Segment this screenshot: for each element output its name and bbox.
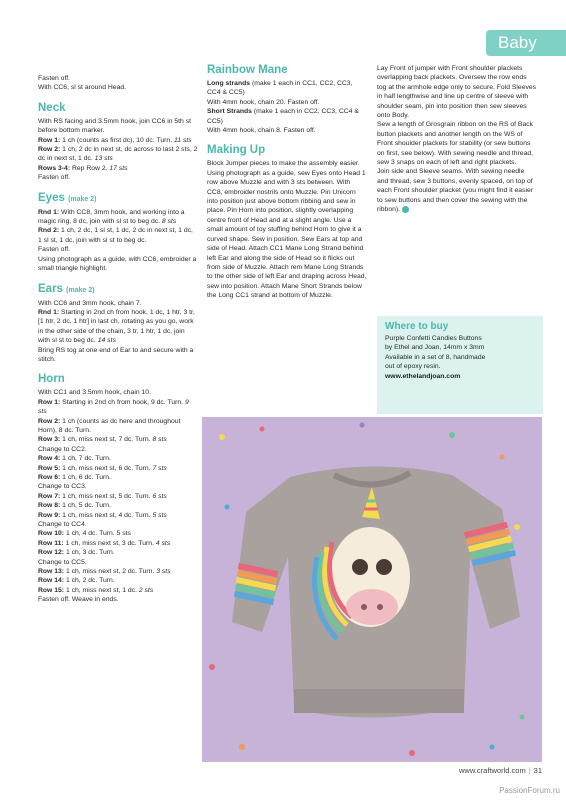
row-label: Row 1: — [38, 136, 61, 144]
horn-line — [38, 398, 198, 417]
neck-line: With RS facing and 3.5mm hook, join CC6 in 5th st before bottom marker. — [38, 117, 191, 135]
row-label: Row 6: — [38, 474, 61, 481]
row-text: With CC8, 3mm hook, and working into a magic ring, 8 dc, join with sl st to beg dc. — [38, 208, 185, 226]
ears-line — [38, 308, 198, 346]
jumper-photo — [202, 417, 542, 762]
assembly-paragraph: Lay Front of jumper with Front shoulder plackets overlapping back plackets. Oversew the row ends tog at the armhole edge only to secure. Fold Sleeves in half lengthwise and line up centre of sleeve with shoulder seam, pin into position then sew sleeves onto Body. — [377, 65, 537, 120]
horn-title: Horn — [38, 373, 65, 386]
row-text: 1 ch (counts as first dc), 10 dc. Turn. — [60, 136, 174, 144]
horn-line: Change to CC2. — [38, 445, 87, 453]
mane-line — [207, 126, 367, 135]
row-label: Row 11: — [38, 539, 64, 547]
column-left — [38, 74, 198, 605]
row-label: Row 5: — [38, 464, 61, 472]
row-label: Row 2: — [38, 417, 61, 425]
horn-line — [38, 539, 198, 548]
horn-line: Change to CC5. — [38, 558, 87, 566]
row-text: 1 ch, 2 dc in next st, dc across to last 2 sts, 2 dc in next st, 1 dc. — [38, 146, 198, 163]
buy-url-link[interactable]: www.ethelandjoan.com — [385, 372, 461, 380]
footer-site: www.craftworld.com — [459, 766, 526, 775]
ears-line: Bring RS tog at one end of Ear to and secure with a stitch. — [38, 346, 194, 363]
stitch-count: 8 sts — [161, 218, 177, 226]
stitch-count: 3 sts — [156, 568, 171, 576]
eyes-line — [38, 208, 198, 227]
mane-line — [207, 98, 367, 107]
row-text: 1 ch, miss next st, 4 dc. Turn. — [60, 511, 153, 519]
assembly-paragraph: Join side and Sleeve seams. With sewing needle and thread, sew 3 buttons, evenly spaced, on top of each Front shoulder placket (you might find it easier to sew buttons and then cover the sewing with the ribbon). — [377, 168, 534, 214]
row-text: 1 ch, 3 dc. Turn. — [64, 549, 115, 557]
horn-line: Change to CC3. — [38, 483, 87, 491]
making-up-paragraph: Using photograph as a guide, sew Eyes onto Head 1 row above Muzzle and with 3 sts between. With CC8, embroider nostrils onto Muzzle. Pin Unicorn into position just above bottom ribbing and sew in place. Pin Horn into position, slightly overlapping centre front of Head and at a slight angle. Use a small amount of toy stuffing behind Horn to give it a curved shape. Sew in position. Sew Ears at top and side of Head. Attach CC1 Mane Long Strand behind left Ear and along the side of Head so it flicks out from side of Muzzle. Attach rem Mane Long Strands to the other side of left Ear and draping across Head, sew into position. Attach Mane Short Strands below the Long CC1 strand at bottom of Muzzle. — [207, 169, 367, 300]
stitch-count: 7 sts — [152, 464, 167, 472]
horn-line — [38, 464, 198, 473]
row-text: Rep Row 2. — [70, 164, 110, 172]
rainbow-mane-title: Rainbow Mane — [207, 64, 288, 76]
row-text: 1 ch, 2 dc. Turn. — [64, 577, 115, 585]
intro-line: Fasten off. — [38, 75, 70, 82]
row-label: Row 15: — [38, 586, 65, 594]
stitch-count: 14 sts — [97, 337, 116, 345]
eyes-line — [38, 226, 198, 245]
neck-line — [38, 145, 198, 164]
row-label: Row 3: — [38, 436, 61, 444]
horn-line — [38, 511, 198, 520]
buy-line: out of epoxy resin. — [385, 363, 441, 371]
where-to-buy-box — [377, 316, 543, 414]
row-label: Rnd 1: — [38, 208, 60, 216]
row-label: Row 2: — [38, 146, 61, 154]
horn-line — [38, 567, 198, 576]
column-middle — [207, 64, 367, 301]
row-text: 1 ch, 5 dc. Turn. — [60, 502, 111, 510]
making-up-heading — [207, 144, 367, 157]
row-text: 1 ch, miss next st, 3 dc. Turn. — [63, 539, 156, 547]
mane-text: With 4mm hook, chain 20. Fasten off. — [207, 98, 320, 106]
row-text: 1 ch, 7 dc. Turn. — [60, 455, 111, 463]
eyes-title: Eyes — [38, 191, 65, 204]
eyes-line: Using photograph as a guide, with CC6, embroider a small triangle highlight. — [38, 255, 197, 273]
mane-line — [207, 107, 367, 126]
horn-line: With CC1 and 3.5mm hook, chain 10. — [38, 389, 151, 397]
mane-line — [207, 79, 367, 98]
horn-line: Change to CC4. — [38, 521, 87, 529]
mane-text: (make 1 each in CC1, CC2, CC3, CC4 & CC5) — [207, 80, 353, 97]
row-text: 1 ch, 4 dc. Turn. 5 sts — [64, 530, 131, 538]
stitch-count: 9 sts — [38, 398, 189, 416]
end-mark-icon — [402, 206, 409, 213]
ears-title: Ears — [38, 282, 63, 295]
jumper-illustration — [202, 417, 542, 762]
row-text: 1 ch, miss next st, 2 dc. Turn. — [64, 568, 157, 576]
row-label: Row 13: — [38, 568, 65, 576]
row-label: Row 1: — [38, 398, 61, 406]
row-label: Rows 3-4: — [38, 164, 71, 172]
horn-line — [38, 435, 198, 444]
row-label: Row 14: — [38, 577, 65, 585]
buy-line: Purple Confetti Candies Buttons — [385, 335, 482, 342]
intro-line: With CC6, sl st around Head. — [38, 84, 127, 92]
horn-line — [38, 501, 198, 510]
column-right — [377, 64, 537, 215]
mane-text: With 4mm hook, chain 8. Fasten off. — [207, 127, 316, 135]
stitch-count: 17 sts — [109, 164, 128, 172]
row-text: 1 ch, miss next st, 7 dc. Turn. — [60, 436, 153, 444]
stitch-count: 6 sts — [152, 492, 167, 500]
row-label: Row 10: — [38, 530, 65, 538]
ears-heading — [38, 283, 198, 297]
row-text: 1 ch, 2 dc, 1 sl st, 1 dc, 2 dc in next st, 1 dc, 1 sl st, 1 dc, join with sl st to beg dc. — [38, 227, 193, 244]
row-text: Starting in 2nd ch from hook, 1 dc, 1 htr, 3 tr, [1 htr, 2 dc, 1 htr] in last ch, rotating as you go, work in the other side of the chain, 3 tr, 1 htr, 1 dc, join with sl st to beg dc. — [38, 308, 195, 345]
eyes-heading — [38, 192, 198, 206]
horn-line — [38, 454, 198, 463]
horn-line: Fasten off. Weave in ends. — [38, 596, 119, 604]
mane-label: Short Strands — [207, 108, 252, 116]
row-label: Row 4: — [38, 455, 61, 463]
row-label: Row 8: — [38, 502, 61, 510]
ears-subtitle: (make 2) — [66, 286, 95, 294]
eyes-line: Fasten off. — [38, 246, 70, 254]
horn-line — [38, 586, 198, 595]
where-to-buy-title: Where to buy — [385, 321, 449, 332]
horn-line — [38, 548, 198, 557]
row-label: Row 7: — [38, 492, 61, 500]
stitch-count: 8 sts — [152, 436, 167, 444]
neck-title: Neck — [38, 101, 66, 114]
page-footer: www.craftworld.com | 31 — [459, 766, 542, 775]
row-text: 1 ch (counts as dc here and throughout Horn), 8 dc. Turn. — [38, 417, 181, 434]
stitch-count: 4 sts — [155, 539, 171, 547]
row-label: Row 12: — [38, 549, 65, 557]
row-text: 1 ch, miss next st, 1 dc. — [64, 586, 139, 594]
horn-line — [38, 576, 198, 585]
stitch-count: 13 sts — [94, 155, 113, 163]
eyes-subtitle: (make 2) — [68, 195, 97, 203]
rainbow-mane-heading — [207, 64, 367, 77]
horn-line — [38, 417, 198, 436]
neck-line: Fasten off. — [38, 174, 70, 182]
row-label: Row 9: — [38, 511, 61, 519]
ears-line: With CC6 and 3mm hook, chain 7. — [38, 299, 142, 307]
row-text: 1 ch, miss next st, 6 dc. Turn. — [60, 464, 153, 472]
mane-text: (make 1 each in CC2, CC3, CC4 & CC5) — [207, 108, 359, 125]
row-text: 1 ch, 6 dc. Turn. — [60, 474, 111, 481]
horn-heading — [38, 373, 198, 386]
making-up-paragraph: Block Jumper pieces to make the assembly easier. — [207, 160, 360, 168]
row-text: Starting in 2nd ch from hook, 9 dc. Turn. — [60, 398, 185, 406]
section-tab: Baby — [486, 30, 566, 56]
stitch-count: 2 sts — [138, 586, 154, 594]
stitch-count: 11 sts — [174, 136, 192, 144]
stitch-count: 5 sts — [152, 511, 167, 519]
row-label: Rnd 2: — [38, 227, 60, 235]
mane-label: Long strands — [207, 80, 251, 87]
buy-line: by Ethel and Joan, 14mm x 3mm — [385, 344, 485, 352]
row-text: 1 ch, miss next st, 5 dc. Turn. — [60, 492, 153, 500]
horn-line — [38, 492, 198, 501]
neck-heading — [38, 102, 198, 115]
horn-line — [38, 473, 198, 482]
watermark: PassionForum.ru — [499, 786, 560, 795]
row-label: Rnd 1: — [38, 308, 60, 316]
horn-line — [38, 529, 198, 538]
assembly-paragraph: Sew a length of Grosgrain ribbon on the RS of Back button plackets and another length on the WS of Front shoulder plackets for stability (or sew buttons on first, see below). With sewing needle and thread, sew 3 snaps on each of left and right plackets. — [377, 121, 534, 167]
neck-line — [38, 164, 198, 173]
buy-line: Available in a set of 8, handmade — [385, 353, 486, 361]
neck-line — [38, 136, 198, 145]
page-number: 31 — [533, 766, 542, 775]
making-up-title: Making Up — [207, 144, 266, 157]
